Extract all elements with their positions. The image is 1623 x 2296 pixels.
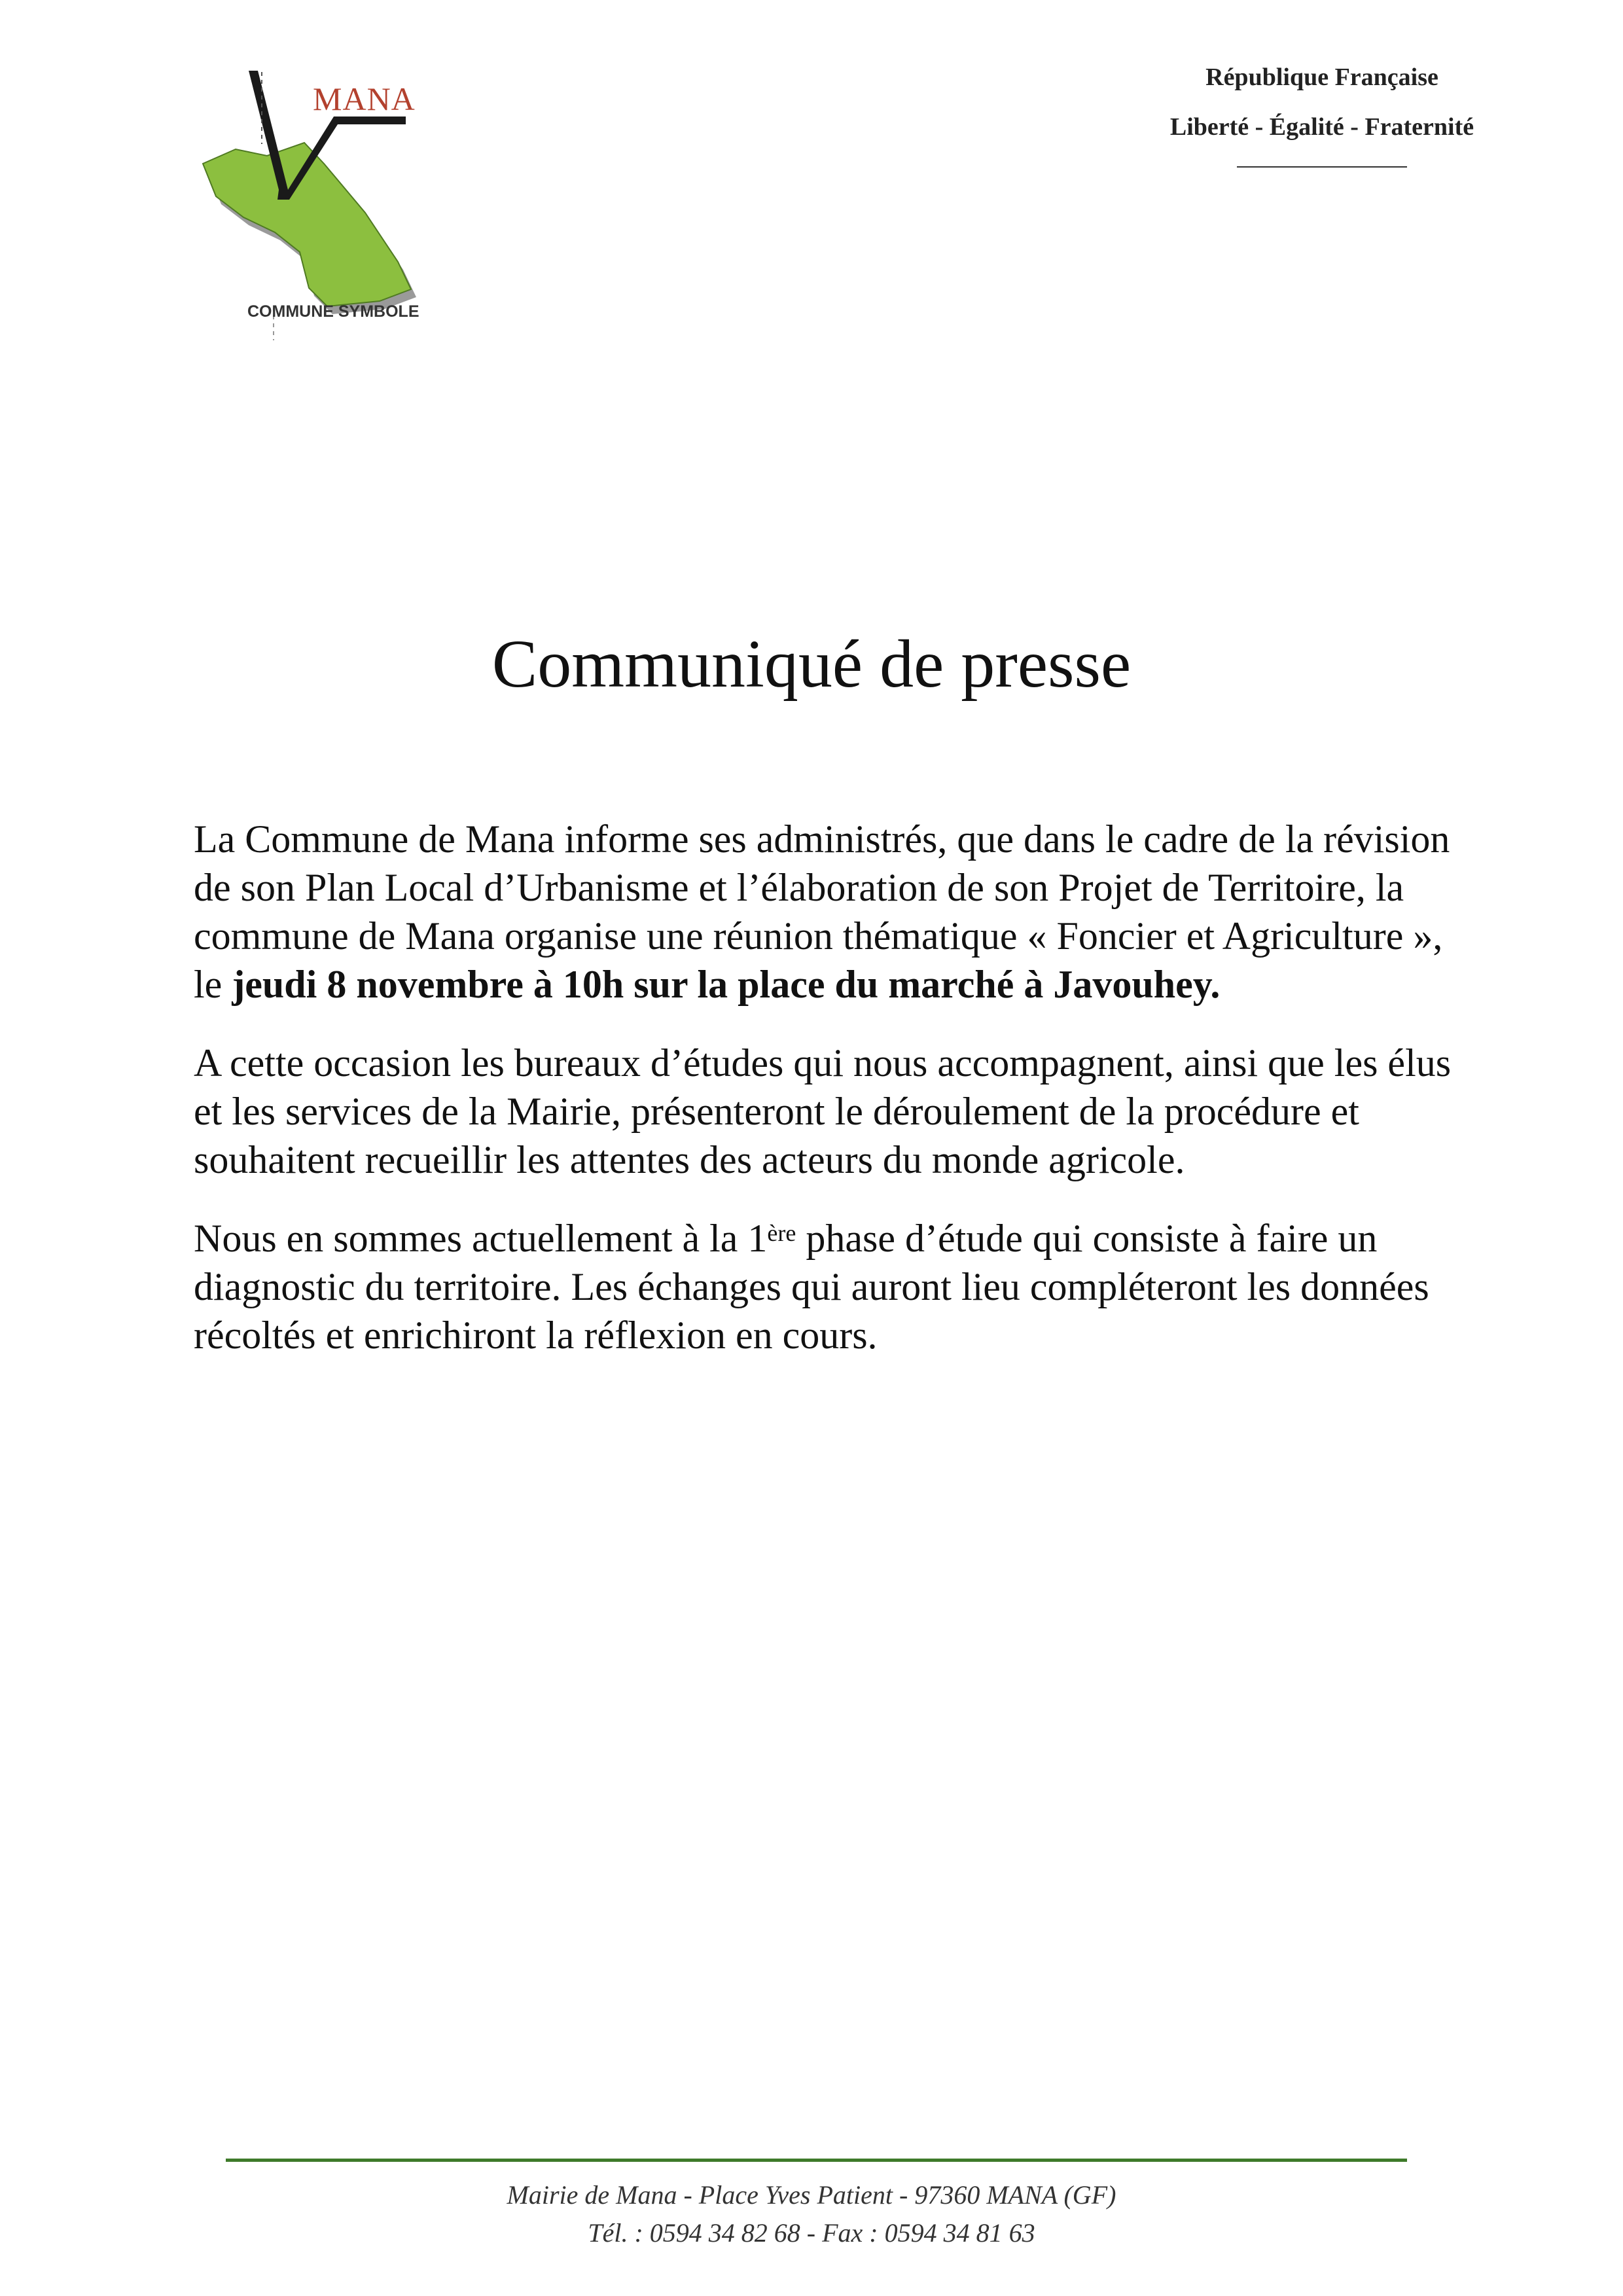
republic-motto: Liberté - Égalité - Fraternité xyxy=(1169,113,1474,141)
footer-address: Mairie de Mana - Place Yves Patient - 97360 MANA (GF) xyxy=(507,2180,1116,2210)
paragraph-announcement xyxy=(194,815,1463,1009)
event-date-location: jeudi 8 novembre à 10h sur la place du marché à Javouhey. xyxy=(232,963,1221,1006)
logo-name: MANA xyxy=(313,81,416,117)
page-title: Communiqué de presse xyxy=(491,626,1132,702)
republic-name: République Française xyxy=(1205,63,1438,91)
paragraph-announcement-text: La Commune de Mana informe ses administrés, que dans le cadre de la révision de son Plan Local d’Urbanisme et l’élaboration de son Projet de Territoire, la commune de Mana organise une réunion thématique « Foncier et Agriculture », le xyxy=(194,817,1450,1006)
paragraph-phase xyxy=(194,1214,1463,1359)
paragraph-phase-end: phase d’étude qui consiste à faire un diagnostic du territoire. Les échanges qui auront lieu compléteront les données récoltés et enrichiront la réflexion en cours. xyxy=(194,1217,1429,1357)
press-release-body xyxy=(194,815,1463,1390)
footer xyxy=(0,2176,1623,2252)
republic-header xyxy=(1093,52,1551,168)
footer-divider xyxy=(226,2159,1407,2162)
logo-caption: COMMUNE SYMBOLE xyxy=(247,302,419,321)
paragraph-phase-start: Nous en sommes actuellement à la 1 xyxy=(194,1217,768,1260)
paragraph-occasion: A cette occasion les bureaux d’études qui nous accompagnent, ainsi que les élus et les services de la Mairie, présenteront le déroulement de la procédure et souhaitent recueillir les attentes des acteurs du monde agricole. xyxy=(194,1041,1452,1181)
footer-contact: Tél. : 0594 34 82 68 - Fax : 0594 34 81 63 xyxy=(588,2218,1035,2248)
ordinal-superscript: ère xyxy=(767,1220,796,1246)
republic-divider xyxy=(1237,166,1407,168)
commune-logo xyxy=(190,65,452,340)
